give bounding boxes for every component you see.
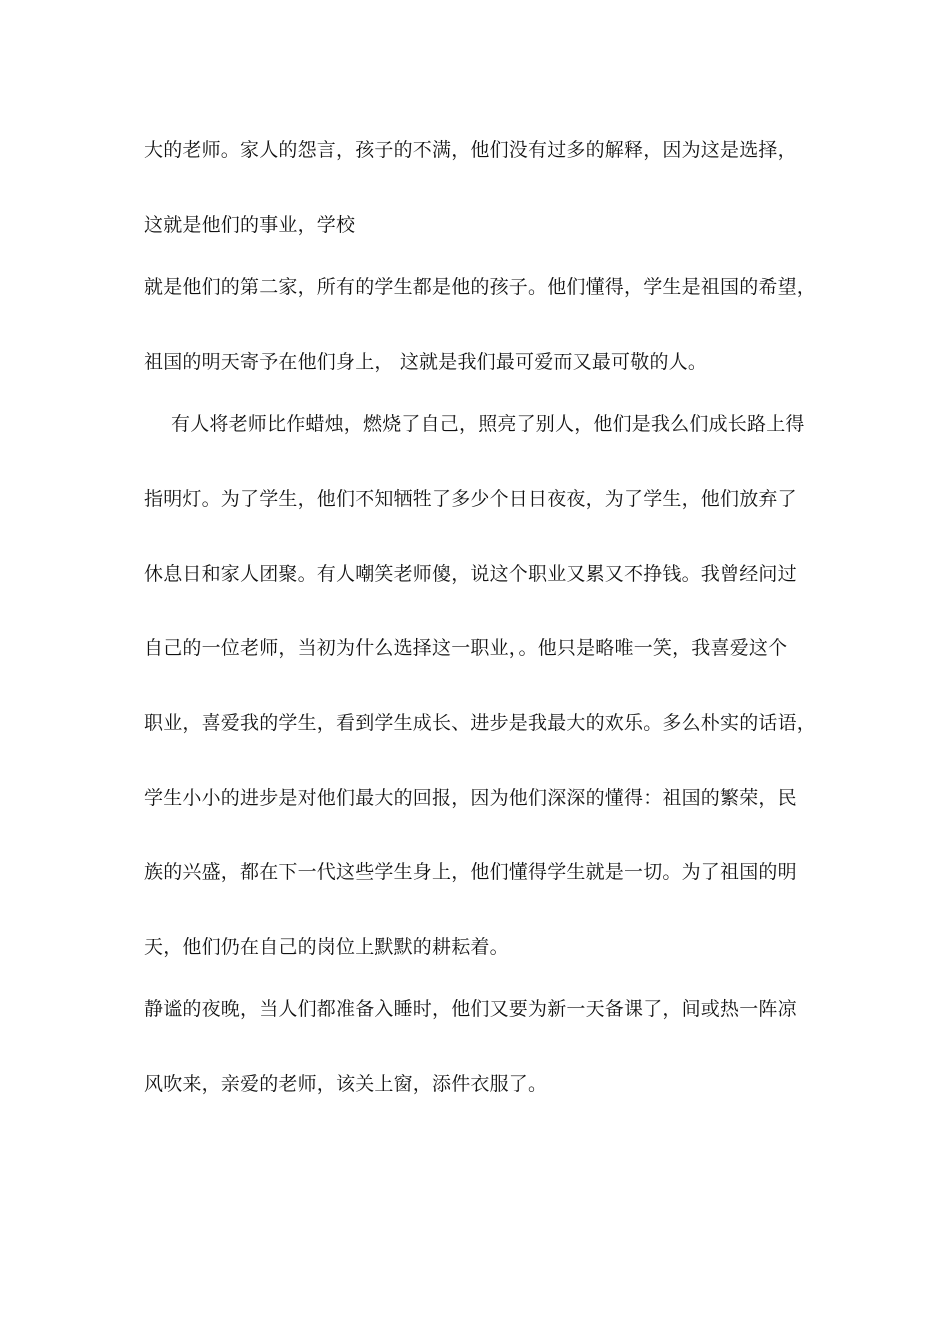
text-line: 祖国的明天寄予在他们身上， 这就是我们最可爱而又最可敬的人。 [144,351,708,373]
text-line: 就是他们的第二家，所有的学生都是他的孩子。他们懂得，学生是祖国的希望， [144,276,817,298]
text-line: 天，他们仍在自己的岗位上默默的耕耘着。 [144,936,509,958]
text-line: 自己的一位老师，当初为什么选择这一职业，。他只是略唯一笑，我喜爱这个 [144,637,788,659]
text-line: 有人将老师比作蜡烛，燃烧了自己，照亮了别人，他们是我么们成长路上得 [171,413,805,435]
text-line: 风吹来，亲爱的老师，该关上窗，添件衣服了。 [144,1073,548,1095]
text-line: 指明灯。为了学生，他们不知牺牲了多少个日日夜夜，为了学生，他们放弃了 [144,488,797,510]
text-line: 静谧的夜晚，当人们都准备入睡时，他们又要为新一天备课了，间或热一阵凉 [144,998,797,1020]
text-line: 学生小小的进步是对他们最大的回报，因为他们深深的懂得：祖国的繁荣，民 [144,787,797,809]
text-line: 族的兴盛，都在下一代这些学生身上，他们懂得学生就是一切。为了祖国的明 [144,861,797,883]
text-line: 大的老师。家人的怨言，孩子的不满，他们没有过多的解释，因为这是选择， [144,139,797,161]
text-line: 这就是他们的事业，学校 [144,214,356,236]
text-line: 职业，喜爱我的学生，看到学生成长、进步是我最大的欢乐。多么朴实的话语， [144,712,817,734]
text-line: 休息日和家人团聚。有人嘲笑老师傻，说这个职业又累又不挣钱。我曾经问过 [144,563,797,585]
